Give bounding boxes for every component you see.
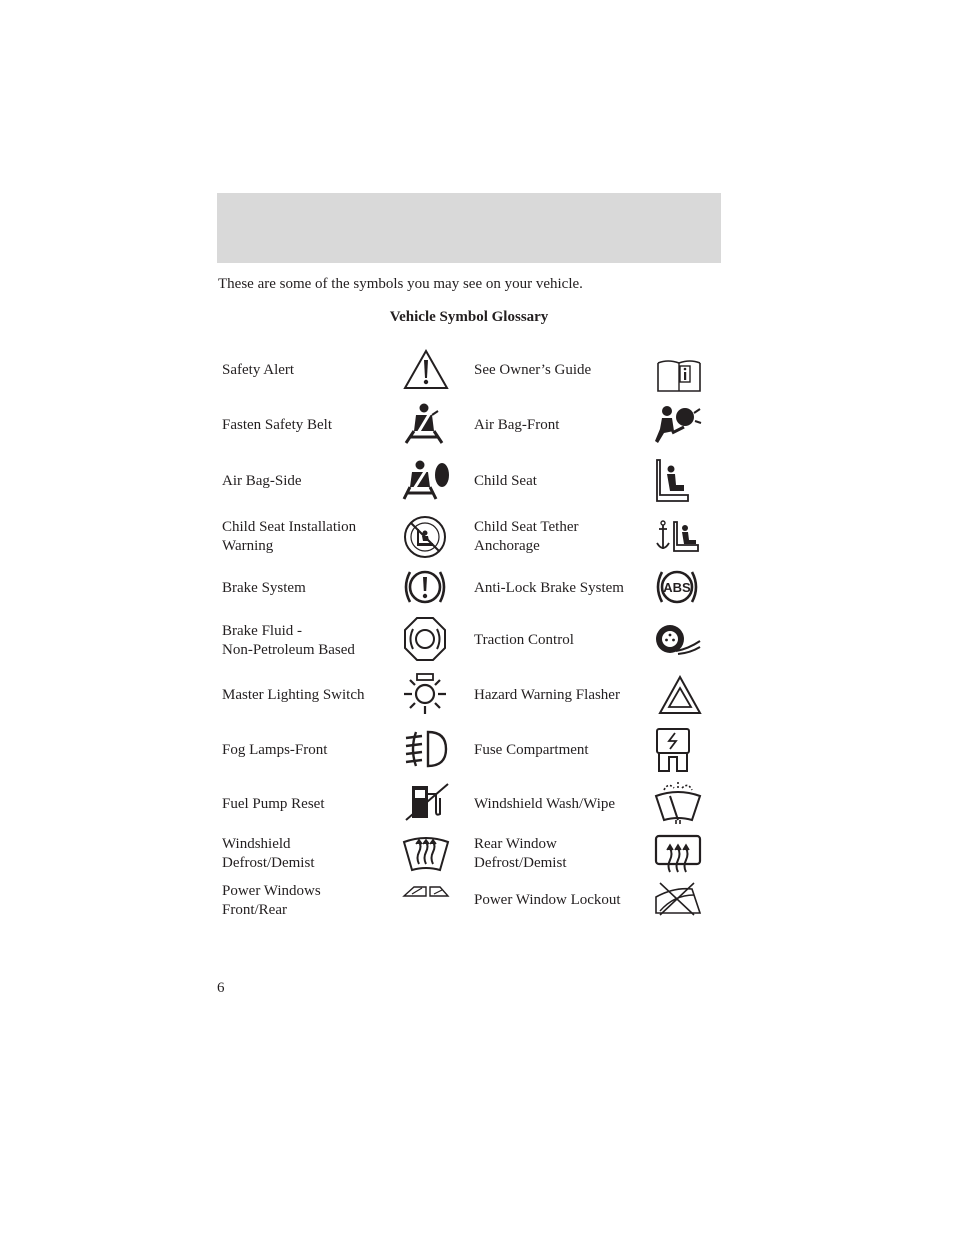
child-seat-icon: [654, 457, 694, 503]
fuel-pump-reset-icon: [404, 782, 450, 822]
seat-belt-icon: [402, 401, 446, 445]
label-abs: Anti-Lock Brake System: [474, 580, 624, 596]
windshield-defrost-icon: [402, 836, 450, 874]
lighting-switch-icon: [402, 672, 448, 716]
label-wash-wipe: Windshield Wash/Wipe: [474, 796, 616, 812]
air-bag-front-icon: [654, 403, 702, 445]
intro-text: These are some of the symbols you may see on your vehicle.: [218, 276, 583, 292]
section-header-band: [217, 193, 721, 263]
label-fuel-pump-reset: Fuel Pump Reset: [222, 796, 325, 812]
label-air-bag-side: Air Bag-Side: [222, 473, 302, 489]
label-child-seat-warning: Child Seat Installation Warning: [222, 519, 357, 554]
fuse-icon: [655, 727, 691, 773]
label-windshield-defrost: Windshield Defrost/Demist: [222, 836, 315, 871]
owners-guide-icon: [656, 357, 702, 393]
label-brake-system: Brake System: [222, 580, 306, 596]
traction-control-icon: [654, 621, 702, 657]
child-seat-warning-icon: [403, 515, 447, 559]
safety-alert-icon: [403, 348, 449, 390]
label-brake-fluid: Brake Fluid - Non-Petroleum Based: [222, 623, 355, 658]
hazard-flasher-icon: [658, 675, 702, 715]
label-fuse: Fuse Compartment: [474, 742, 589, 758]
abs-icon: [654, 566, 700, 608]
power-windows-icon: [402, 884, 450, 898]
svg-text:ABS: ABS: [663, 580, 691, 595]
air-bag-side-icon: [402, 459, 450, 501]
page-number: 6: [217, 980, 225, 996]
wash-wipe-icon: [654, 780, 702, 826]
label-seat-belt: Fasten Safety Belt: [222, 417, 332, 433]
window-lockout-icon: [654, 881, 702, 917]
label-window-lockout: Power Window Lockout: [474, 892, 621, 908]
label-fog-lamps: Fog Lamps-Front: [222, 742, 328, 758]
label-child-seat: Child Seat: [474, 473, 537, 489]
glossary-title: Vehicle Symbol Glossary: [389, 309, 549, 325]
label-rear-defrost: Rear Window Defrost/Demist: [474, 836, 567, 871]
label-safety-alert: Safety Alert: [222, 362, 295, 378]
fog-lamps-icon: [402, 728, 448, 770]
label-traction-control: Traction Control: [474, 632, 574, 648]
label-child-seat-tether: Child Seat Tether Anchorage: [474, 519, 579, 554]
label-power-windows: Power Windows Front/Rear: [222, 883, 321, 918]
label-owners-guide: See Owner’s Guide: [474, 362, 592, 378]
child-seat-tether-icon: [654, 519, 702, 553]
brake-fluid-icon: [402, 615, 448, 663]
label-air-bag-front: Air Bag-Front: [474, 417, 560, 433]
label-hazard-flasher: Hazard Warning Flasher: [474, 687, 620, 703]
brake-system-icon: [402, 566, 448, 608]
rear-defrost-icon: [654, 834, 702, 874]
label-lighting-switch: Master Lighting Switch: [222, 687, 365, 703]
